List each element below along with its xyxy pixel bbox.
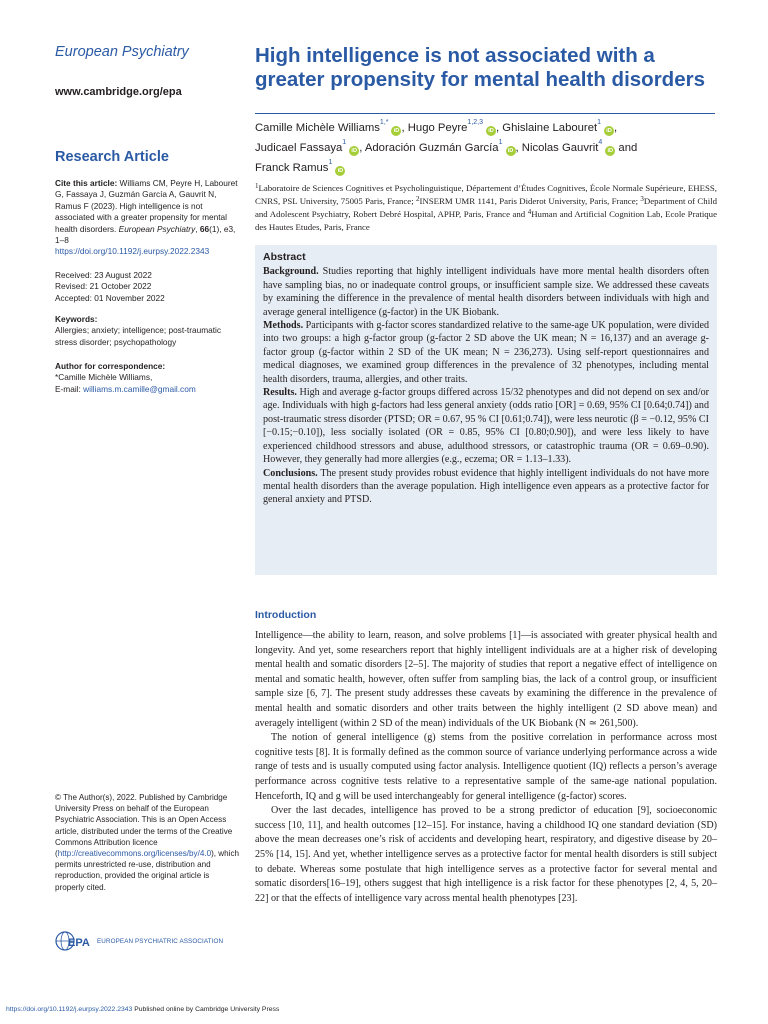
cite-journal: European Psychiatry bbox=[118, 223, 196, 234]
affil-4-sup: 4 bbox=[527, 208, 532, 216]
epa-name: EUROPEAN PSYCHIATRIC ASSOCIATION bbox=[97, 937, 224, 945]
author-separator: , bbox=[515, 142, 522, 154]
date-received: Received: 23 August 2022 bbox=[55, 270, 152, 280]
epa-globe-icon bbox=[55, 929, 91, 953]
page-footer bbox=[6, 1006, 279, 1013]
date-accepted: Accepted: 01 November 2022 bbox=[55, 292, 165, 303]
journal-url[interactable]: www.cambridge.org/epa bbox=[55, 86, 182, 98]
keywords-block bbox=[55, 314, 240, 348]
introduction-heading: Introduction bbox=[255, 609, 317, 621]
author-separator: , bbox=[401, 122, 408, 134]
license-block bbox=[55, 792, 240, 893]
citation-block: Cite this article: Williams CM, Peyre H, Labouret G, Fassaya J, Guzmán García A, Gauvrit N, Ramus F (2023). High intelligence is not associated with a greater propensity for mental health disorders. European Psychiatry, 66(1), e3, 1–8 https://doi.org/10.1192/j.eurpsy.2022.2343 bbox=[55, 178, 240, 258]
correspondence-email-link[interactable]: williams.m.camille@gmail.com bbox=[83, 383, 196, 394]
author-affiliation-sup: 1 bbox=[342, 139, 347, 146]
author-separator: and bbox=[615, 142, 638, 154]
author-affiliation-sup: 4 bbox=[598, 139, 603, 146]
orcid-icon[interactable]: iD bbox=[391, 126, 401, 136]
background-text: Studies reporting that highly intelligent individuals have more mental health disorders often have sampling bias, no or inadequate control groups, or insufficient sample size. We addressed these caveats by examining the difference in the prevalence of mental health disorders between individuals with high and average general intelligence (g-factor) in the UK Biobank. bbox=[263, 266, 709, 318]
author-list bbox=[255, 118, 720, 178]
affil-1-sup: 1 bbox=[255, 182, 259, 190]
orcid-icon[interactable]: iD bbox=[605, 146, 615, 156]
abstract-methods bbox=[263, 319, 709, 386]
affil-3-sup: 3 bbox=[640, 195, 644, 203]
author-separator: , bbox=[614, 122, 618, 134]
author-name: Ghislaine Labouret bbox=[502, 122, 598, 134]
cite-doi-link[interactable]: https://doi.org/10.1192/j.eurpsy.2022.2343 bbox=[55, 246, 210, 257]
epa-abbr: EPA bbox=[68, 937, 90, 949]
cite-issue-pages: (1), e3, 1–8 bbox=[55, 223, 236, 246]
title-divider bbox=[255, 113, 715, 114]
keywords-text: Allergies; anxiety; intelligence; post-traumatic stress disorder; psychopathology bbox=[55, 325, 222, 347]
correspondence-name: *Camille Michèle Williams, bbox=[55, 372, 153, 383]
methods-label: Methods. bbox=[263, 320, 304, 332]
results-label: Results. bbox=[263, 387, 297, 399]
author-affiliation-sup: 1 bbox=[498, 139, 503, 146]
author-name: Camille Michèle Williams bbox=[255, 122, 380, 134]
cite-text: Williams CM, Peyre H, Labouret G, Fassaya J, Guzmán García A, Gauvrit N, Ramus F (2023). High intelligence is not associated with a greater propensity for mental health disorders. bbox=[55, 178, 238, 234]
cite-label: Cite this article: bbox=[55, 178, 118, 188]
author-name: Franck Ramus bbox=[255, 162, 329, 174]
author-separator: , bbox=[496, 122, 503, 134]
author-affiliation-sup: 1,2,3 bbox=[467, 119, 483, 126]
article-title: High intelligence is not associated with a greater propensity for mental health disorders bbox=[255, 44, 705, 91]
affil-1: Laboratoire de Sciences Cognitives et Psycholinguistique, Département d’Études Cognitives, École Normale Supérieure, EHESS, CNRS, PSL University, 75005 Paris, France; bbox=[255, 183, 717, 206]
background-label: Background. bbox=[263, 266, 319, 278]
cite-volume: 66 bbox=[199, 223, 210, 234]
abstract-heading: Abstract bbox=[263, 251, 306, 263]
footer-doi-link[interactable]: https://doi.org/10.1192/j.eurpsy.2022.2343 bbox=[6, 1006, 133, 1013]
date-revised: Revised: 21 October 2022 bbox=[55, 281, 152, 292]
author-name: Hugo Peyre bbox=[407, 122, 468, 134]
author-separator: , bbox=[359, 142, 365, 154]
introduction-body bbox=[255, 629, 717, 906]
abstract-background bbox=[263, 265, 709, 319]
license-link[interactable]: http://creativecommons.org/licenses/by/4.0 bbox=[57, 849, 212, 859]
abstract-box bbox=[255, 245, 717, 575]
methods-text: Participants with g-factor scores standardized relative to the same-age UK population, were divided into two groups: a high g-factor group (g-factor 2 SD above the UK mean; N = 16,137) and an average g-factor group (g-factor within 2 SD of the UK mean; N = 236,273). Using self-report questionnaires and medical diagnoses, we examined group differences in the prevalence of 32 phenotypes, including mental health disorders, trauma, allergies, and other traits. bbox=[263, 320, 709, 385]
footer-text: Published online by Cambridge University Press bbox=[132, 1006, 280, 1013]
correspondence-label: Author for correspondence: bbox=[55, 361, 166, 371]
abstract-conclusions bbox=[263, 467, 709, 507]
affil-2: INSERM UMR 1141, Paris Diderot University, Paris, France; bbox=[419, 196, 641, 206]
orcid-icon[interactable]: iD bbox=[335, 166, 345, 176]
affiliations bbox=[255, 182, 717, 234]
conclusions-text: The present study provides robust evidence that highly intelligent individuals do not have more mental health disorders than the average population. High intelligence even appears as a protective factor for general anxiety and PTSD. bbox=[263, 467, 709, 506]
author-affiliation-sup: 1 bbox=[597, 119, 602, 126]
article-type: Research Article bbox=[55, 149, 169, 165]
keywords-label: Keywords: bbox=[55, 314, 98, 324]
author-name: Adoración Guzmán García bbox=[364, 142, 499, 154]
affil-3: Department of Child and Adolescent Psychiatry, Robert Debré Hospital, APHP, Paris, France and bbox=[255, 196, 717, 219]
epa-logo bbox=[55, 928, 245, 954]
intro-paragraph-3: Over the last decades, intelligence has proved to be a strong predictor of education [9], socioeconomic success [10, 11], and health outcomes [12–15]. For instance, having a childhood IQ one standard deviation (SD) above the mean decreases one’s risk of accidents and developing heart, respiratory, and digestive disease by 20–25% [14, 15]. And yet, whether intelligence serves as a protective factor for mental health disorders is still subject to debate. Whereas some postulate that high intelligence serves as a protective factor for several mental and somatic disorders[16–19], others suggest that high intelligence is a risk factor for these phenotypes [2, 4, 5, 20–22] or that the effects of intelligence vary across mental health phenotypes [23]. bbox=[255, 805, 717, 904]
orcid-icon[interactable]: iD bbox=[604, 126, 614, 136]
article-dates bbox=[55, 270, 240, 304]
license-text-2: ), which permits unrestricted re-use, distribution and reproduction, provided the original article is properly cited. bbox=[55, 849, 239, 892]
orcid-icon[interactable]: iD bbox=[506, 146, 516, 156]
conclusions-label: Conclusions. bbox=[263, 467, 318, 479]
author-affiliation-sup: 1,* bbox=[379, 119, 389, 126]
license-text-1: © The Author(s), 2022. Published by Cambridge University Press on behalf of the European Psychiatric Association. This is an Open Access article, distributed under the terms of the Creative Commons Attribution licence ( bbox=[55, 793, 233, 859]
author-affiliation-sup: 1 bbox=[328, 159, 333, 166]
affil-2-sup: 2 bbox=[416, 195, 420, 203]
correspondence-block bbox=[55, 361, 240, 395]
author-name: Nicolas Gauvrit bbox=[521, 142, 599, 154]
results-text: High and average g-factor groups differed across 15/32 phenotypes and did not depend on sex and/or age. Individuals with high g-factors had less general anxiety (odds ratio [OR] = 0.69, 95% CI [0.64;0.74]) and post-traumatic stress disorder (PTSD; OR = 0.67, 95 % CI [0.61;0.74]), were less neurotic (β = −0.12, 95% CI [−0.15;−0.10]), less socially isolated (OR = 0.85, 95% CI [0.80;0.90]), and were less likely to have experienced childhood stressors and abuse, adulthood stressors, or catastrophic trauma (OR = 0.69–0.90). However, they generally had more allergies (e.g., eczema; OR = 1.13–1.33). bbox=[263, 387, 709, 466]
journal-name: European Psychiatry bbox=[55, 44, 189, 60]
email-label: E-mail: bbox=[55, 383, 84, 394]
intro-paragraph-1: Intelligence—the ability to learn, reason, and solve problems [1]—is associated with greater physical health and longevity. And yet, some researchers report that highly intelligent individuals are at a higher risk of developing mental health and somatic disorders [2–5]. The majority of studies that report a negative effect of intelligence on mental and somatic health, however, often suffer from sampling bias, the lack of a control group, or insufficient sample size [6, 7]. The present study addresses these caveats by examining the difference in the prevalence of mental health and somatic disorders and other traits between the highly intelligent (2 SD above mean) and averagely intelligent (within 2 SD of the mean) individuals of the UK Biobank (N ≃ 261,500). bbox=[255, 630, 717, 729]
intro-paragraph-2: The notion of general intelligence (g) stems from the positive correlation in performance across most cognitive tests [8]. It is formally defined as the common source of variance underlying performance across a wide range of tests and is usually computed using factor analysis. Intelligence quotient (IQ) reflects a person’s average performance across cognitive tests relative to a representative sample of the same-age national population. Henceforth, IQ and g will be used interchangeably for general intelligence (g-factor) scores. bbox=[255, 732, 717, 802]
orcid-icon[interactable]: iD bbox=[486, 126, 496, 136]
orcid-icon[interactable]: iD bbox=[349, 146, 359, 156]
affil-4: Human and Artificial Cognition Lab, Ecole Pratique des Hautes Etudes, Paris, France bbox=[255, 209, 717, 232]
author-name: Judicael Fassaya bbox=[255, 142, 343, 154]
abstract-results bbox=[263, 386, 709, 466]
